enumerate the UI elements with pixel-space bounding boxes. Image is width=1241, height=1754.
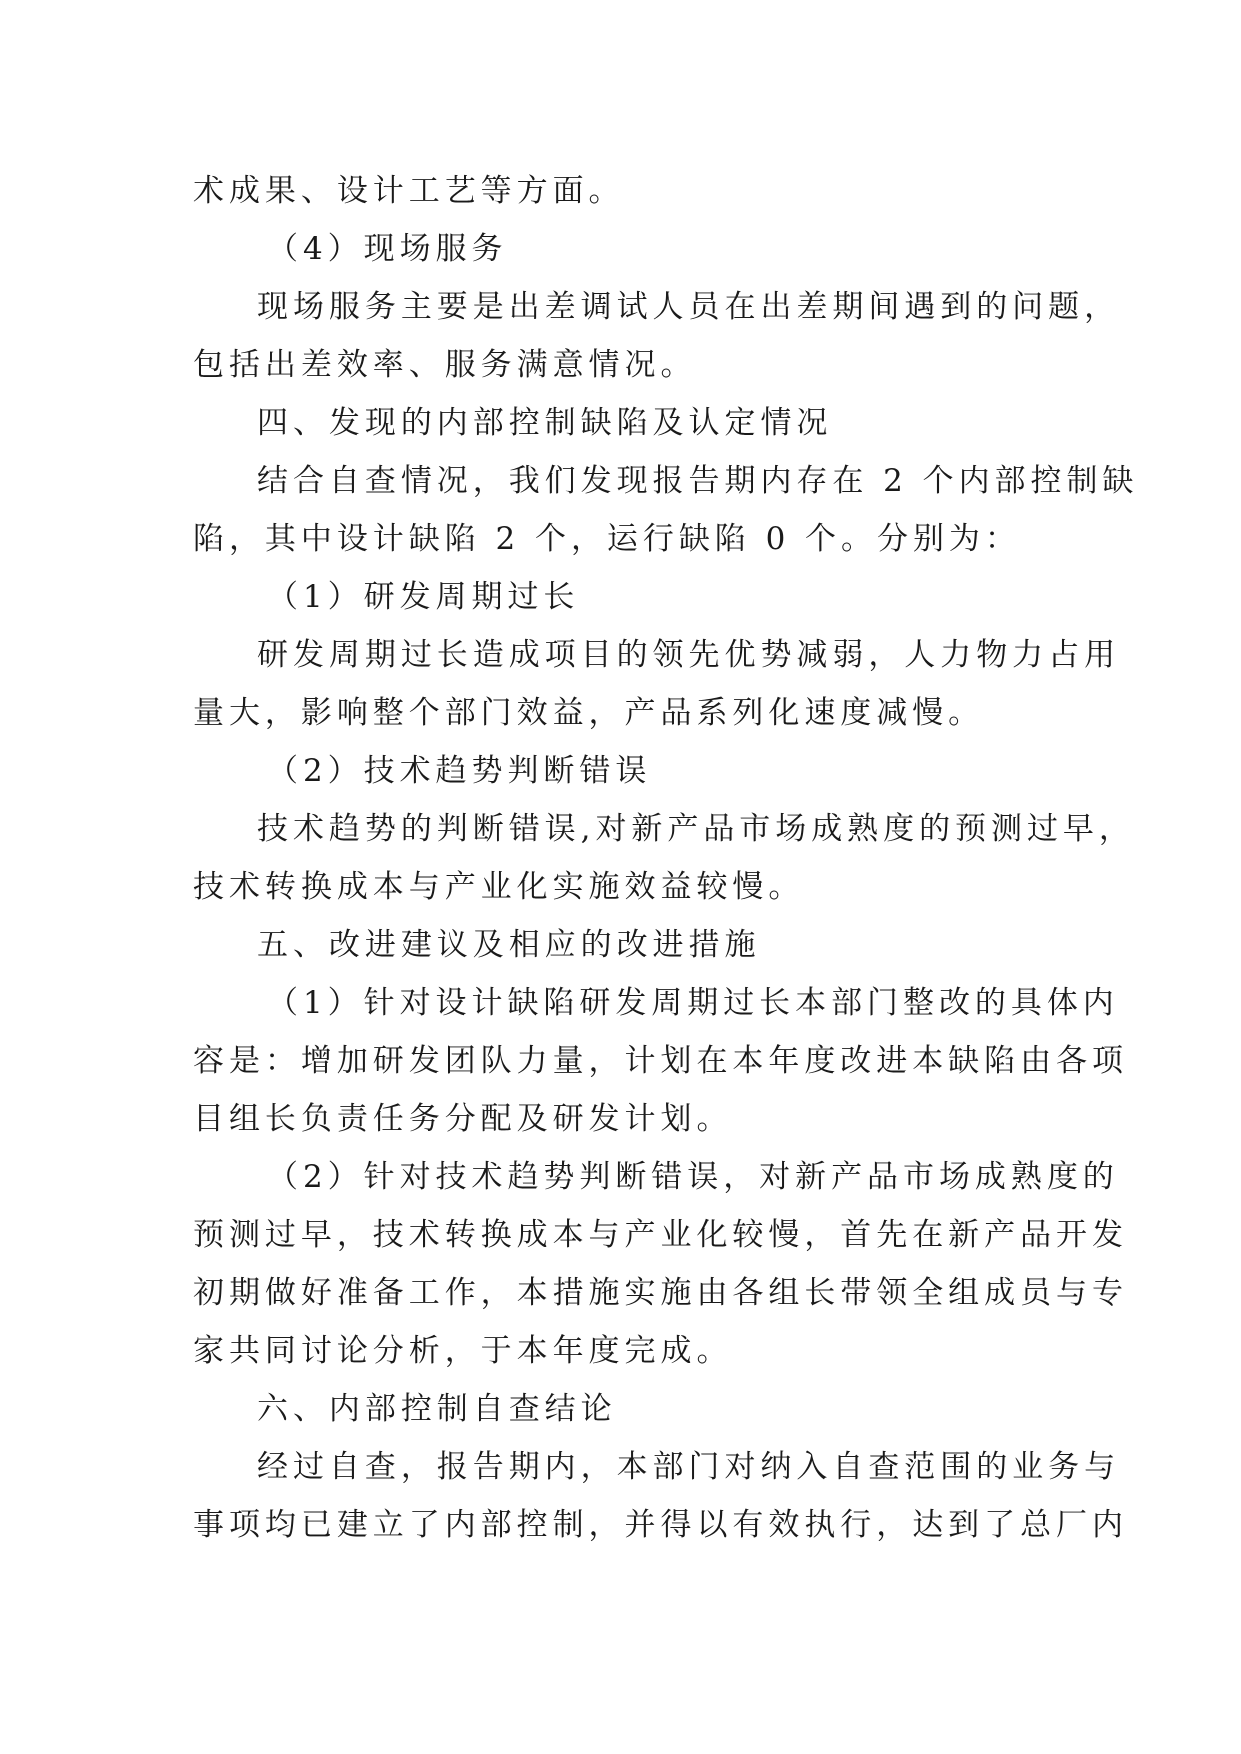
text-line: 研发周期过长造成项目的领先优势减弱，人力物力占用: [257, 637, 1121, 673]
text-line: 容是：增加研发团队力量，计划在本年度改进本缺陷由各项: [193, 1043, 1128, 1079]
text-line: 事项均已建立了内部控制，并得以有效执行，达到了总厂内: [193, 1507, 1128, 1543]
section-heading: 四、发现的内部控制缺陷及认定情况: [257, 405, 833, 441]
text-line: 量大，影响整个部门效益，产品系列化速度减慢。: [193, 695, 985, 731]
text-line: （2）针对技术趋势判断错误，对新产品市场成熟度的: [267, 1159, 1119, 1195]
section-heading: 五、改进建议及相应的改进措施: [257, 927, 761, 963]
text-line: 术成果、设计工艺等方面。: [193, 173, 625, 209]
text-line: 家共同讨论分析，于本年度完成。: [193, 1333, 733, 1369]
text-line: 预测过早，技术转换成本与产业化较慢，首先在新产品开发: [193, 1217, 1128, 1253]
subheading-line: （4）现场服务: [267, 231, 508, 267]
text-line: 经过自查，报告期内，本部门对纳入自查范围的业务与: [257, 1449, 1121, 1485]
text-line: 结合自查情况，我们发现报告期内存在 2 个内部控制缺: [257, 463, 1139, 499]
text-line: 陷，其中设计缺陷 2 个，运行缺陷 0 个。分别为：: [193, 521, 1021, 557]
text-line: 初期做好准备工作，本措施实施由各组长带领全组成员与专: [193, 1275, 1128, 1311]
subheading-line: （2）技术趋势判断错误: [267, 753, 652, 789]
document-body: [193, 162, 1139, 1554]
section-heading: 六、内部控制自查结论: [257, 1391, 617, 1427]
text-line: 现场服务主要是出差调试人员在出差期间遇到的问题，: [257, 289, 1121, 325]
text-line: 技术转换成本与产业化实施效益较慢。: [193, 869, 805, 905]
text-line: 技术趋势的判断错误,对新产品市场成熟度的预测过早，: [257, 811, 1135, 847]
text-line: 包括出差效率、服务满意情况。: [193, 347, 697, 383]
subheading-line: （1）研发周期过长: [267, 579, 580, 615]
text-line: （1）针对设计缺陷研发周期过长本部门整改的具体内: [267, 985, 1119, 1021]
text-line: 目组长负责任务分配及研发计划。: [193, 1101, 733, 1137]
